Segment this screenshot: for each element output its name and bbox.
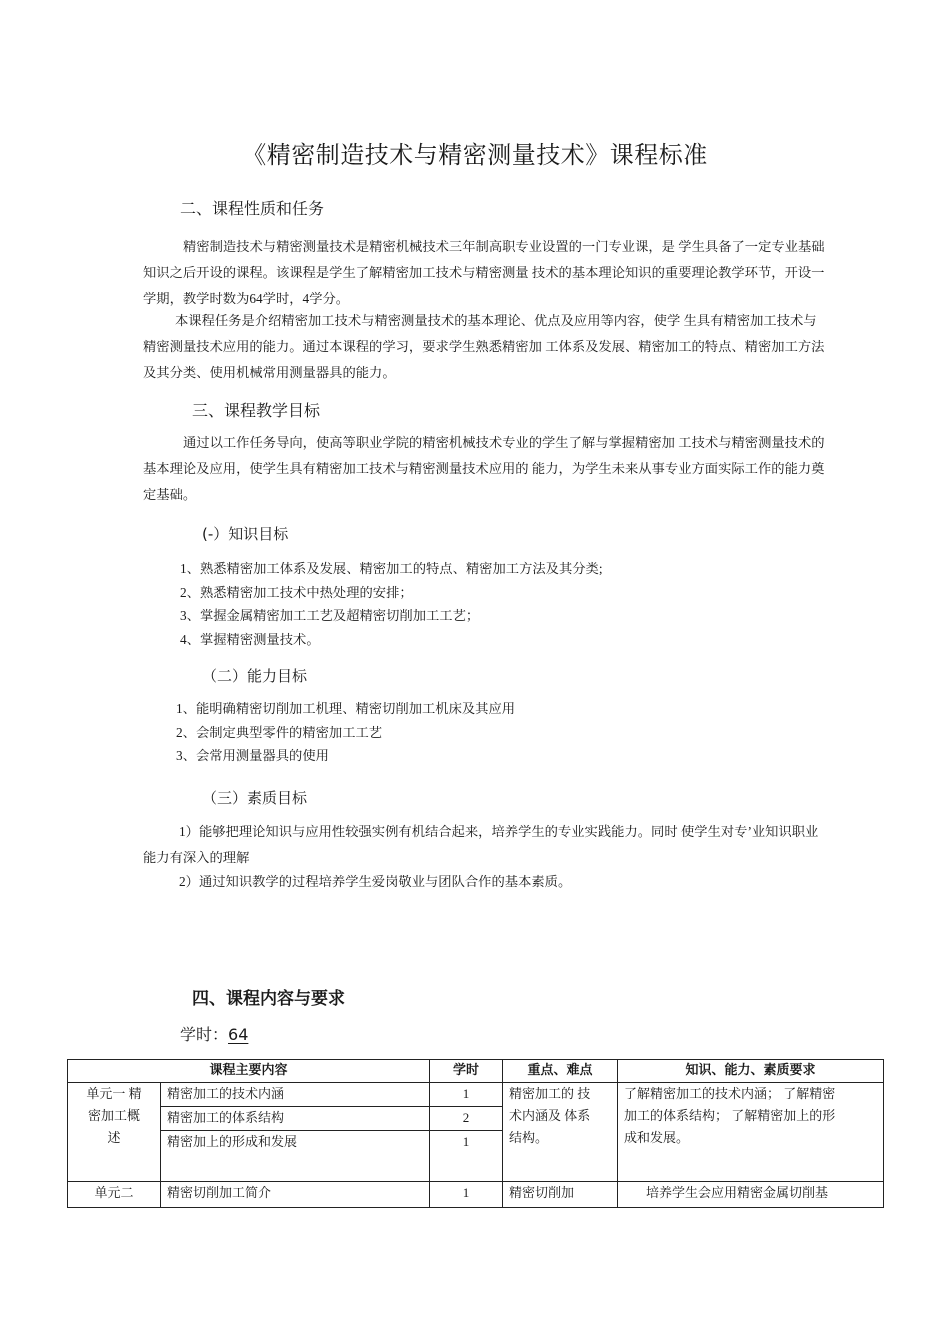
cell-line: 成和发展。 <box>624 1130 690 1145</box>
column-header-requirements: 知识、能力、素质要求 <box>618 1060 884 1083</box>
column-header-hours: 学时 <box>430 1060 503 1083</box>
section-nature-paragraph-2 <box>143 308 883 386</box>
topic-cell: 精密加工的体系结构 <box>161 1107 430 1131</box>
unit-1-name <box>68 1083 161 1182</box>
cell-line: 述 <box>107 1130 121 1145</box>
section-heading-content-requirements: 四、课程内容与要求 <box>192 989 345 1009</box>
paragraph-line: 2）通过知识教学的过程培养学生爱岗敬业与团队合作的基本素质。 <box>179 874 572 889</box>
knowledge-goals-list <box>180 557 603 651</box>
unit-2-key-points: 精密切削加 <box>503 1182 618 1208</box>
ability-goals-list <box>176 697 515 768</box>
paragraph-line: 精密制造技术与精密测量技术是精密机械技术三年制高职专业设置的一门专业课，是 学生具备了一定专业基础 <box>183 239 825 254</box>
paragraph-line: 1）能够把理论知识与应用性较强实例有机结合起来，培养学生的专业实践能力。同时 使学生对专’业知识职业 <box>179 824 819 839</box>
paragraph-line: 知识之后开设的课程。该课程是学生了解精密加工技术与精密测量 技术的基本理论知识的重要理论教学环节，开设一 <box>143 265 825 280</box>
course-content-table <box>67 1059 884 1208</box>
topic-cell: 精密加上的形成和发展 <box>161 1131 430 1182</box>
quality-goal-item-1 <box>143 819 883 871</box>
unit-1-requirements <box>618 1083 884 1182</box>
list-item: 2、熟悉精密加工技术中热处理的安排； <box>180 584 413 600</box>
subheading-ability-goals: （二）能力目标 <box>202 667 308 685</box>
subheading-quality-goals: （三）素质目标 <box>202 789 308 807</box>
column-header-main-content: 课程主要内容 <box>68 1060 430 1083</box>
cell-line: 密加工概 <box>87 1108 140 1123</box>
paragraph-line: 学期，教学时数为64学时，4学分。 <box>143 291 350 306</box>
list-item: 1、熟悉精密加工体系及发展、精密加工的特点、精密加工方法及其分类; <box>180 561 603 576</box>
section-heading-nature-and-tasks: 二、课程性质和任务 <box>180 199 325 218</box>
paragraph-line: 定基础。 <box>143 487 197 502</box>
table-row <box>68 1182 884 1208</box>
unit-2-name: 单元二 <box>68 1182 161 1208</box>
list-item: 3、掌握金属精密加工工艺及超精密切削加工工艺； <box>180 608 480 623</box>
topic-cell: 精密加工的技术内涵 <box>161 1083 430 1107</box>
quality-goal-item-2 <box>143 869 883 895</box>
cell-line: 精密加工的 技 <box>509 1086 591 1101</box>
topic-cell: 精密切削加工简介 <box>161 1182 430 1208</box>
hours-cell: 1 <box>430 1083 503 1107</box>
hours-cell: 1 <box>430 1131 503 1182</box>
table-row <box>68 1083 884 1107</box>
table-header-row <box>68 1060 884 1083</box>
subheading-knowledge-goals: (-）知识目标 <box>202 525 289 543</box>
unit-2-requirements: 培养学生会应用精密金属切削基 <box>618 1182 884 1208</box>
unit-1-key-points <box>503 1083 618 1182</box>
list-item: 1、能明确精密切削加工机理、精密切削加工机床及其应用 <box>176 701 516 716</box>
section-nature-paragraph-1 <box>143 234 883 312</box>
total-hours-label: 学时： <box>180 1025 229 1044</box>
cell-line: 术内涵及 体系 <box>509 1108 591 1123</box>
list-item: 4、掌握精密测量技术。 <box>180 631 320 647</box>
cell-line: 单元一 精 <box>86 1086 142 1101</box>
paragraph-line: 及其分类、使用机械常用测量器具的能力。 <box>143 365 396 380</box>
paragraph-line: 基本理论及应用，使学生具有精密加工技术与精密测量技术应用的 能力，为学生未来从事专业方面实际工作的能力奠 <box>143 461 825 476</box>
paragraph-line: 通过以工作任务导向，使高等职业学院的精密机械技术专业的学生了解与掌握精密加 工技术与精密测量技术的 <box>183 435 825 450</box>
list-item: 2、会制定典型零件的精密加工工艺 <box>176 724 383 740</box>
hours-cell: 1 <box>430 1182 503 1208</box>
section-heading-teaching-goals: 三、课程教学目标 <box>192 401 321 420</box>
cell-line: 结构。 <box>509 1130 549 1145</box>
section-goals-paragraph <box>143 430 883 508</box>
total-hours <box>180 1022 248 1045</box>
paragraph-line: 精密测量技术应用的能力。通过本课程的学习，要求学生熟悉精密加 工体系及发展、精密加工的特点、精密加工方法 <box>143 339 825 354</box>
document-title: 《精密制造技术与精密测量技术》课程标准 <box>242 141 708 169</box>
hours-cell: 2 <box>430 1107 503 1131</box>
column-header-key-points: 重点、难点 <box>503 1060 618 1083</box>
cell-line: 了解精密加工的技术内涵； 了解精密 <box>624 1086 836 1101</box>
paragraph-line: 能力有深入的理解 <box>143 850 250 865</box>
list-item: 3、会常用测量器具的使用 <box>176 748 329 763</box>
cell-line: 加工的体系结构； 了解精密加上的形 <box>624 1108 836 1123</box>
total-hours-value: 64 <box>228 1025 249 1044</box>
paragraph-line: 本课程任务是介绍精密加工技术与精密测量技术的基本理论、优点及应用等内容，使学 生具有精密加工技术与 <box>175 313 817 328</box>
